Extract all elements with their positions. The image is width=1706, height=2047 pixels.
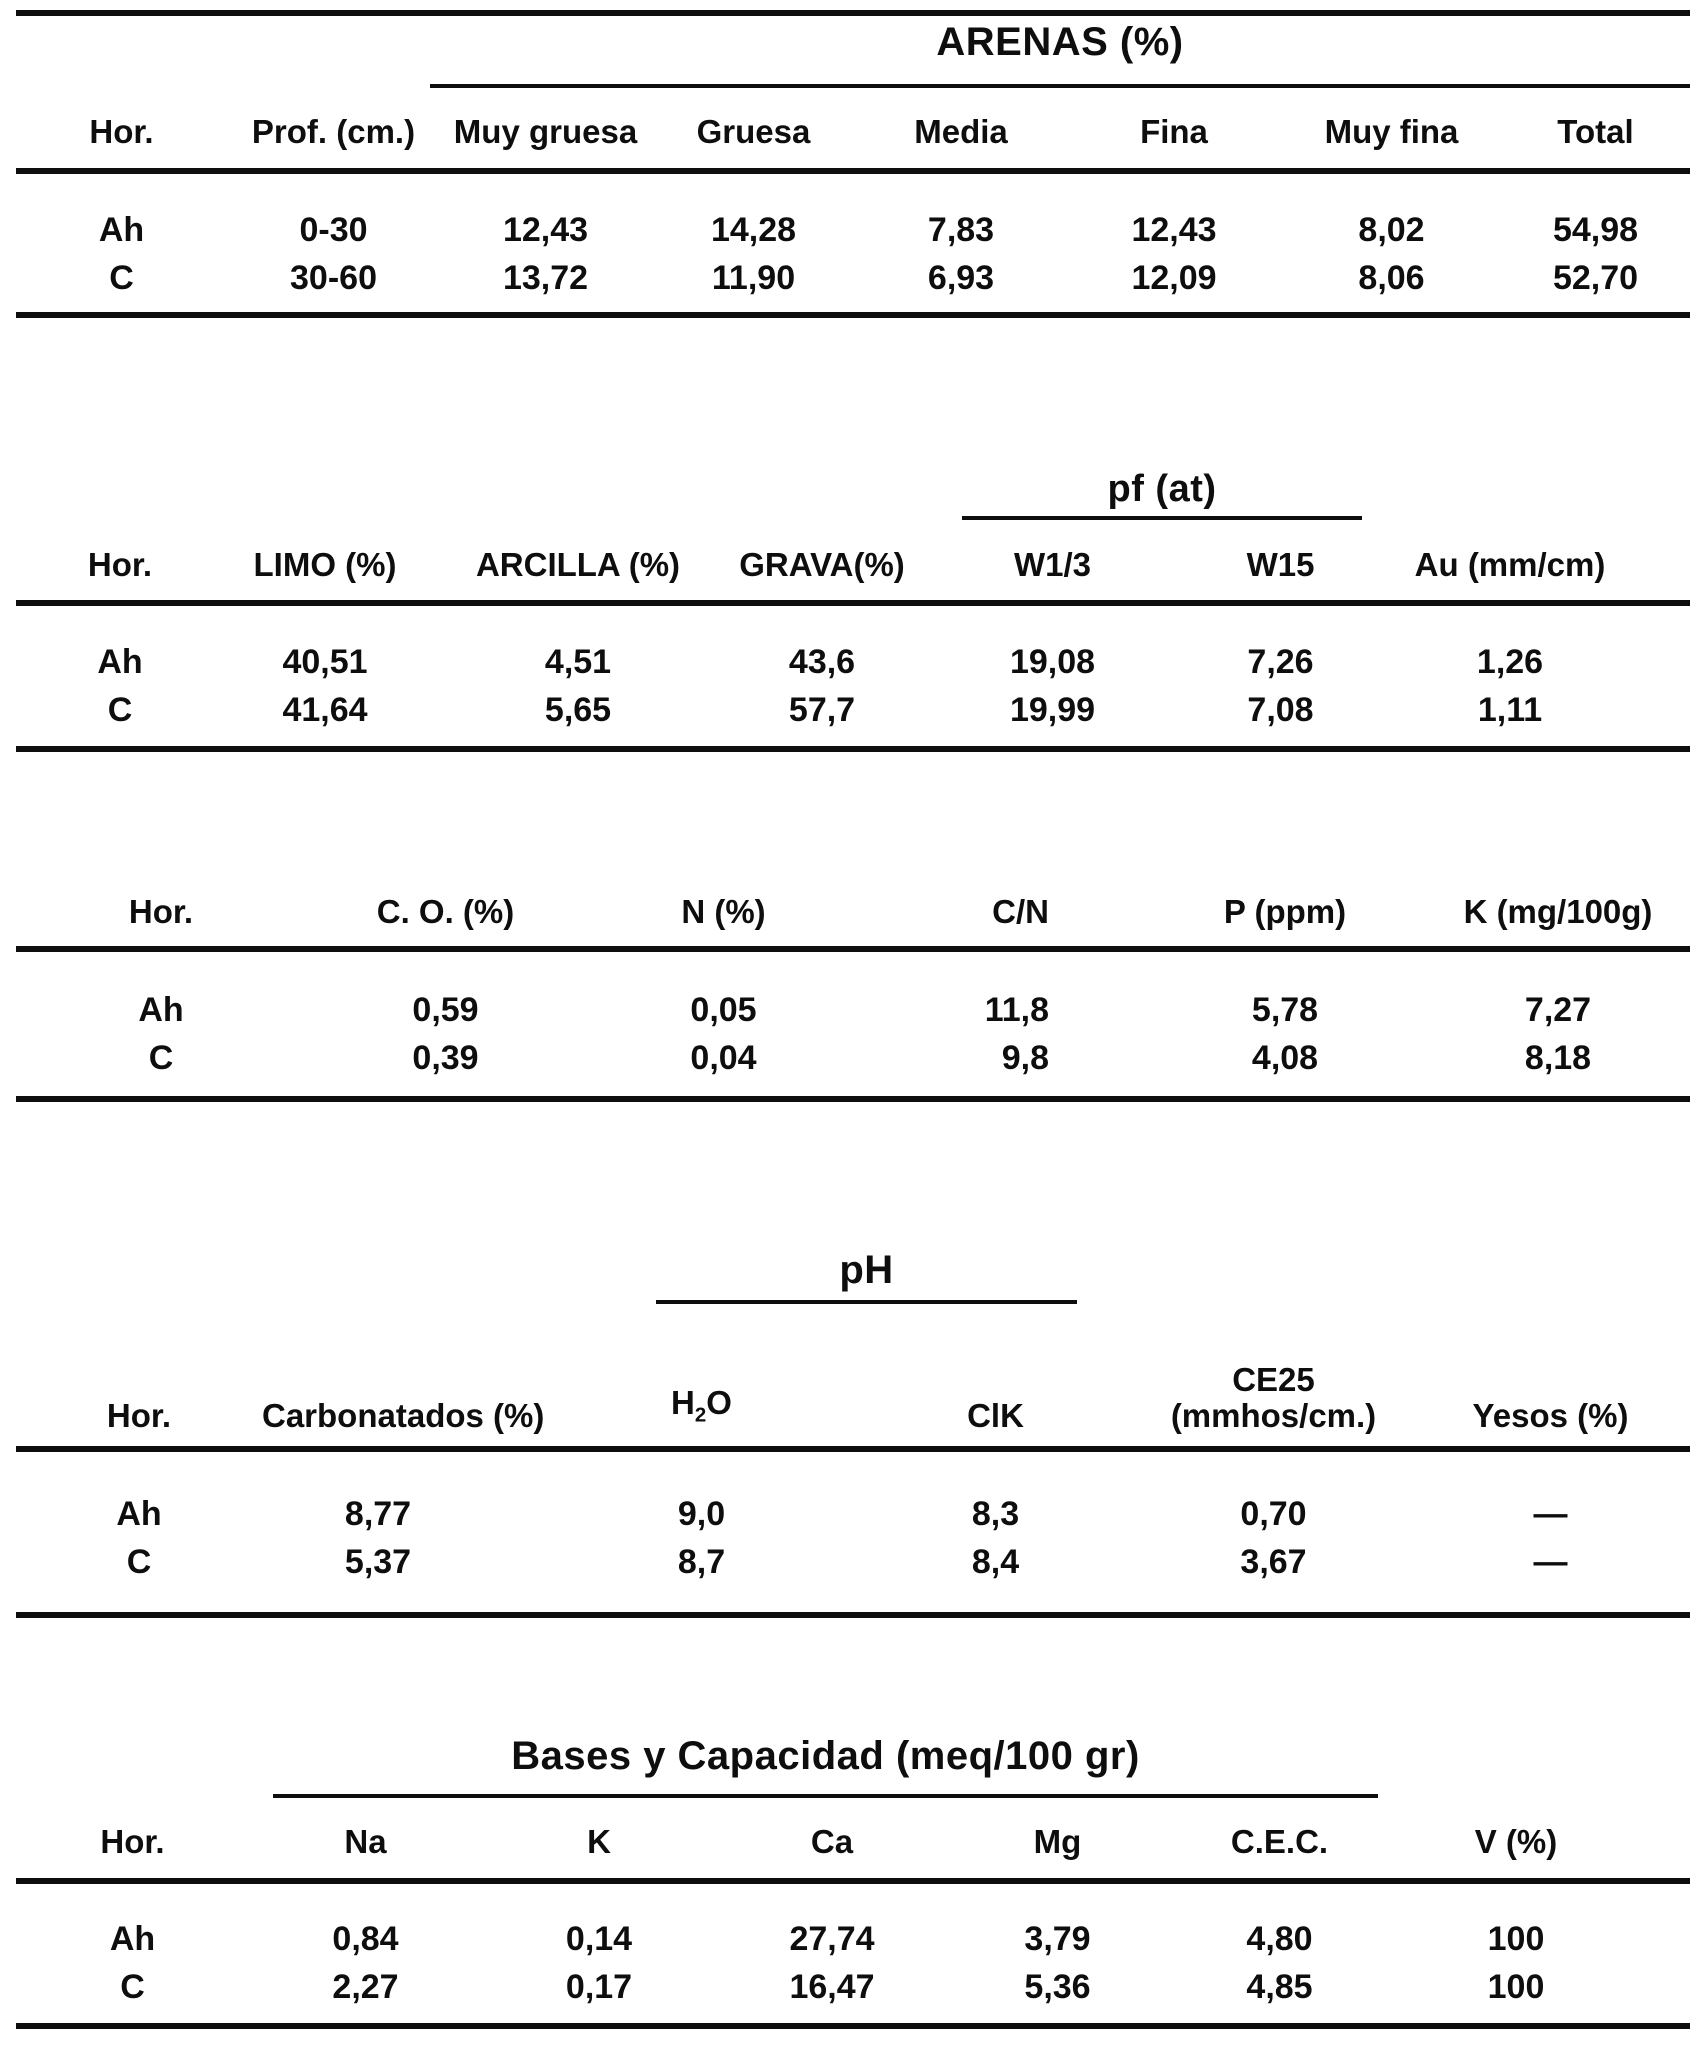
table-row (16, 1034, 1690, 1099)
table-section-textura-pf (0, 440, 1706, 770)
table-section-ph (0, 1240, 1706, 1615)
table-section-materia-organica (0, 860, 1706, 1110)
value-cell: 12,43 (502, 210, 589, 249)
value-cell: 100 (1487, 1967, 1545, 2006)
horizon-cell: Ah (97, 642, 143, 681)
column-header: Hor. (16, 1314, 262, 1449)
table-ph-carbonatos (16, 1314, 1690, 1618)
table-row (16, 603, 1690, 686)
table-row (16, 686, 1690, 749)
span-rule-bases (273, 1794, 1378, 1798)
column-header: Muy fina (1282, 96, 1501, 171)
value-cell: 52,70 (1552, 258, 1639, 297)
value-cell: 12,43 (1131, 210, 1217, 249)
value-cell: 0,84 (332, 1919, 399, 1958)
column-header: Hor. (16, 530, 224, 603)
column-header: W15 (1165, 530, 1396, 603)
table-row (16, 1963, 1690, 2026)
value-cell: 19,08 (1009, 642, 1096, 681)
column-header: P (ppm) (1144, 878, 1426, 949)
table-bases-capacidad (16, 1806, 1690, 2029)
table-row (16, 1538, 1690, 1615)
value-cell: 3,67 (1240, 1542, 1307, 1581)
value-cell: 8,18 (1524, 1038, 1592, 1077)
table-row (16, 254, 1690, 315)
header-row (16, 530, 1690, 603)
value-cell: 5,37 (344, 1542, 412, 1581)
column-header: GRAVA(%) (704, 530, 940, 603)
value-cell: 1,11 (1477, 690, 1543, 729)
horizon-cell: C (126, 1542, 152, 1581)
column-header: Hor. (16, 96, 227, 171)
value-cell: 5,78 (1251, 990, 1319, 1029)
value-cell: 7,26 (1247, 642, 1314, 681)
span-rule-pf (962, 516, 1362, 520)
value-cell: 11,8 (984, 990, 1049, 1029)
header-row (16, 878, 1690, 949)
value-cell: 5,36 (1024, 1967, 1091, 2006)
column-header: C. O. (%) (306, 878, 585, 949)
column-header: ARCILLA (%) (452, 530, 704, 603)
column-header: Hor. (16, 1806, 249, 1881)
value-cell: 0,14 (565, 1919, 633, 1958)
horizon-cell: C (107, 690, 133, 729)
value-cell: 9,0 (677, 1494, 726, 1533)
column-header: V (%) (1392, 1806, 1690, 1881)
horizon-cell: C (109, 258, 134, 297)
column-header: C/N (862, 878, 1144, 949)
table-section-arenas (0, 0, 1706, 340)
column-header: ClK (855, 1314, 1136, 1449)
value-cell: 7,83 (927, 210, 995, 249)
span-rule-ph (656, 1300, 1077, 1304)
value-cell: 43,6 (788, 642, 856, 681)
value-cell: 0,59 (412, 990, 479, 1029)
column-header: LIMO (%) (224, 530, 452, 603)
span-title-bases: Bases y Capacidad (meq/100 gr) (511, 1734, 1140, 1778)
table-row (16, 1881, 1690, 1963)
value-cell: 19,99 (1009, 690, 1096, 729)
value-cell: 12,09 (1131, 258, 1217, 297)
value-cell: 0,39 (412, 1038, 479, 1077)
column-header: Yesos (%) (1411, 1314, 1690, 1449)
table-section-bases (0, 1718, 1706, 2047)
table-row (16, 949, 1690, 1034)
top-horizontal-rule (16, 10, 1690, 16)
column-header: C.E.C. (1167, 1806, 1392, 1881)
column-header: Total (1501, 96, 1690, 171)
value-cell: 13,72 (502, 258, 589, 297)
column-header: K (mg/100g) (1426, 878, 1690, 949)
value-cell: 30-60 (290, 258, 377, 297)
header-row (16, 1314, 1690, 1449)
table-row (16, 1449, 1690, 1538)
value-cell: 27,74 (789, 1919, 875, 1958)
horizon-cell: C (148, 1038, 174, 1077)
horizon-cell: Ah (98, 210, 145, 249)
value-cell: 4,08 (1251, 1038, 1319, 1077)
table-textura-pf (16, 530, 1690, 752)
horizon-cell: Ah (109, 1919, 156, 1958)
value-cell: 9,8 (1001, 1038, 1049, 1077)
value-cell: 11,90 (711, 258, 796, 297)
column-header: $H_2O$ (548, 1314, 855, 1449)
value-cell: 8,02 (1358, 210, 1425, 249)
column-header: Fina (1066, 96, 1282, 171)
value-cell: 8,7 (677, 1542, 726, 1581)
header-row (16, 1806, 1690, 1881)
table-row (16, 171, 1690, 254)
value-cell: 8,3 (971, 1494, 1020, 1533)
column-header: Carbonatados (%) (262, 1314, 548, 1449)
column-header: Hor. (16, 878, 306, 949)
column-header: K (482, 1806, 716, 1881)
value-cell: 40,51 (282, 642, 368, 681)
value-cell: — (1533, 1542, 1568, 1581)
value-cell: 14,28 (710, 210, 797, 249)
value-cell: 4,80 (1246, 1919, 1313, 1958)
horizon-cell: Ah (138, 990, 184, 1029)
span-title-ph: pH (839, 1248, 894, 1292)
value-cell: 0-30 (299, 210, 368, 249)
value-cell: 4,85 (1246, 1967, 1313, 2006)
value-cell: 7,27 (1524, 990, 1592, 1029)
value-cell: 100 (1487, 1919, 1545, 1958)
column-header: N (%) (585, 878, 862, 949)
value-cell: 57,7 (788, 690, 856, 729)
span-rule-arenas (430, 84, 1690, 88)
column-header: Prof. (cm.) (227, 96, 440, 171)
value-cell: 0,17 (565, 1967, 633, 2006)
value-cell: 0,04 (690, 1038, 757, 1077)
value-cell: 0,70 (1240, 1494, 1307, 1533)
table-materia-organica (16, 878, 1690, 1102)
value-cell: 8,4 (971, 1542, 1020, 1581)
value-cell: 1,26 (1476, 642, 1544, 681)
value-cell: 4,51 (544, 642, 612, 681)
value-cell: — (1533, 1494, 1568, 1533)
value-cell: 2,27 (332, 1967, 399, 2006)
header-row (16, 96, 1690, 171)
column-header: CE25 (mmhos/cm.) (1136, 1314, 1411, 1449)
horizon-cell: Ah (116, 1494, 162, 1533)
value-cell: 8,06 (1358, 258, 1425, 297)
column-header: Mg (948, 1806, 1167, 1881)
column-header: Na (249, 1806, 482, 1881)
span-title-pf: pf (at) (1107, 468, 1217, 510)
horizon-cell: C (120, 1967, 145, 2006)
column-header: Gruesa (651, 96, 856, 171)
value-cell: 6,93 (927, 258, 995, 297)
column-header: Muy gruesa (440, 96, 651, 171)
value-cell: 3,79 (1024, 1919, 1091, 1958)
column-header: Au (mm/cm) (1396, 530, 1690, 603)
value-cell: 5,65 (544, 690, 612, 729)
value-cell: 16,47 (789, 1967, 875, 2006)
column-header: Ca (716, 1806, 948, 1881)
span-title-arenas: ARENAS (%) (936, 20, 1184, 64)
column-header: W1/3 (940, 530, 1165, 603)
value-cell: 7,08 (1247, 690, 1314, 729)
value-cell: 8,77 (344, 1494, 412, 1533)
value-cell: 54,98 (1552, 210, 1639, 249)
column-header: Media (856, 96, 1066, 171)
value-cell: 41,64 (282, 690, 368, 729)
value-cell: 0,05 (690, 990, 757, 1029)
table-arenas (16, 96, 1690, 318)
